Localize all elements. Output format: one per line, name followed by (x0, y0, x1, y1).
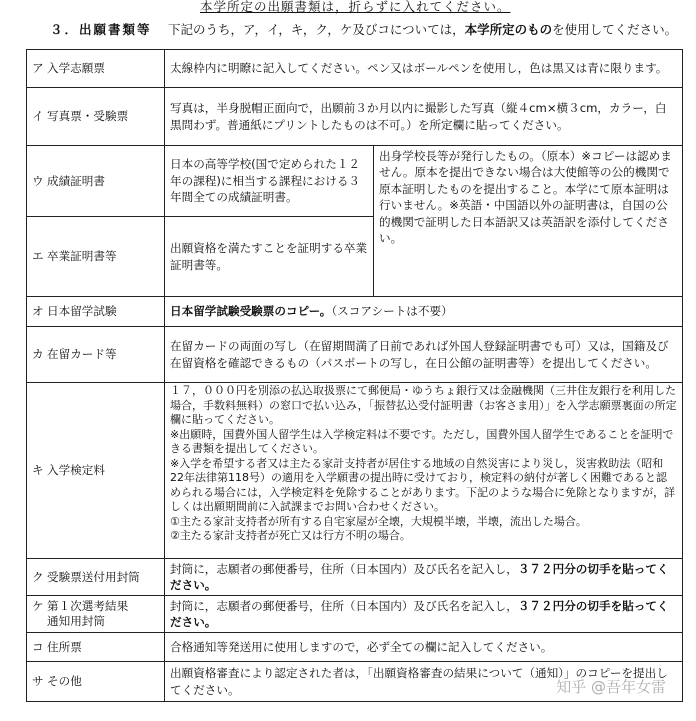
row-content (165, 297, 683, 327)
intro-bold: 本学所定のもの (464, 22, 553, 37)
row-content-pre: 封筒に，志願者の郵便番号，住所（日本国内）及び氏名を記入し， (170, 561, 518, 576)
row-content-post: （スコアシートは不要） (331, 304, 453, 319)
row-label (27, 383, 165, 559)
row-label (27, 633, 165, 662)
row-label-text: 通知用封筒 (47, 614, 105, 628)
table-row (27, 88, 683, 146)
row-content-bold: ３７２円分の切手を貼ってください。 (170, 561, 669, 592)
table-row (27, 327, 683, 383)
row-content-bold: ３７２円分の切手を貼ってください。 (170, 598, 669, 629)
row-label (27, 559, 165, 596)
fee-case: ①主たる家計支持者が所有する自宅家屋が全壊，大規模半壊，半壊，流出した場合。 (170, 514, 587, 528)
intro-post: を使用してください。 (552, 22, 678, 37)
row-label-text: 写真票・受験票 (47, 109, 129, 124)
row-label (27, 596, 165, 633)
row-kana: ア (32, 61, 44, 76)
section-title: ３．出願書類等 (50, 22, 152, 37)
top-note: 本学所定の出願書類は，折らずに入れてください。 (200, 0, 511, 14)
row-kana: カ (32, 347, 44, 362)
row-label (27, 297, 165, 327)
table-row (27, 383, 683, 559)
fee-note: ※出願時，国費外国人留学生は入学検定料は不要です。ただし，国費外国人留学生であることを証明できる書類を提出してください。 (170, 427, 674, 455)
row-label (27, 217, 165, 297)
fee-paragraph: １７，０００円を別添の払込取扱票にて郵便局・ゆうちょ銀行又は金融機関（三井住友銀行を利用した場合，手数料無料）の窓口で払い込み，「振替払込受付証明書（お客さま用）」を入学志願票裏面の所定欄に貼ってください。 (170, 384, 677, 426)
row-kana: サ (32, 674, 44, 689)
row-content (165, 596, 683, 633)
watermark: 知乎 @吾年女雷 (556, 678, 666, 696)
shared-note: 出身学校長等が発行したもの。（原本）※コピーは認めません。原本を提出できない場合は大使館等の公的機関で原本証明したものを提出すること。本学にて原本証明は行いません。※英語・中国語以外の証明書は，自国の公的機関で証明した日本語訳又は英語訳を添付してください。 (374, 146, 683, 297)
table-row (27, 297, 683, 327)
row-label-text: 入学検定料 (47, 463, 105, 478)
row-content: 日本の高等学校(国で定められた１２年の課程)に相当する課程における３年間全ての成績証明書。 (165, 146, 374, 217)
section-header (50, 20, 678, 38)
row-label-text: 在留カード等 (47, 347, 117, 362)
table-row (27, 146, 683, 217)
table-row (27, 633, 683, 662)
section-intro (168, 20, 677, 38)
row-label-text: 住所票 (47, 639, 82, 654)
row-label (27, 50, 165, 88)
intro-pre: 下記のうち，ア，イ，キ，ク，ケ及びコについては， (168, 22, 465, 37)
table-row (27, 596, 683, 633)
row-content (165, 383, 683, 559)
row-content: 合格通知等発送用に使用しますので，必ず全ての欄に記入してください。 (165, 633, 683, 662)
row-kana: ウ (32, 173, 44, 188)
row-kana: キ (32, 463, 44, 478)
row-content: 太線枠内に明瞭に記入してください。ペン又はボールペンを使用し，色は黒又は青に限ります。 (165, 50, 683, 88)
row-content: 出願資格審査により認定された者は，「出願資格審査の結果について（通知）」のコピーを提出してください。 (165, 662, 683, 702)
row-kana: コ (32, 639, 44, 654)
row-label (27, 88, 165, 146)
table-row (27, 559, 683, 596)
row-label-text: 卒業証明書等 (47, 249, 117, 264)
row-content (165, 559, 683, 596)
row-content: 出願資格を満たすことを証明する卒業証明書等。 (165, 217, 374, 297)
row-kana: オ (32, 304, 44, 319)
row-label-text: 日本留学試験 (47, 304, 117, 319)
row-kana: ク (32, 569, 44, 584)
row-label (27, 327, 165, 383)
row-content: 在留カードの両面の写し（在留期間満了日前であれば外国人登録証明書でも可）又は，国籍及び在留資格を確認できるもの（パスポートの写し，在日公館の証明書等）を提出してください。 (165, 327, 683, 383)
row-kana: イ (32, 109, 44, 124)
row-label (27, 146, 165, 217)
row-content-bold: 日本留学試験受験票のコピー。 (170, 304, 332, 319)
row-label-text: 成績証明書 (47, 173, 105, 188)
fee-case: ②主たる家計支持者が死亡又は行方不明の場合。 (170, 529, 411, 542)
row-label (27, 662, 165, 702)
row-kana: ケ (32, 599, 44, 613)
row-label-text: 受験票送付用封筒 (47, 569, 140, 584)
documents-table (26, 49, 683, 702)
row-label-text: その他 (47, 674, 82, 689)
fee-note: ※入学を希望する者又は主たる家計支持者が居住する地域の自然災害により災し，災害救助法（昭和22年法律第118号）の適用を入学願書の提出時に受けており，検定料の納付が著しく困難であると認められる場合には，入学検定料を免除することがあります。下記のような場合に免除となりますが，詳しくは出願期間前に入試課までお問い合わせください。 (170, 456, 676, 513)
row-label-text: 入学志願票 (47, 61, 105, 76)
row-label-text: 第１次選考結果 (47, 599, 129, 613)
table-row (27, 50, 683, 88)
row-kana: エ (32, 249, 44, 264)
row-content-pre: 封筒に，志願者の郵便番号，住所（日本国内）及び氏名を記入し， (170, 598, 518, 613)
row-content: 写真は，半身脱帽正面向で，出願前３か月以内に撮影した写真（縦４cm×横３cm，カラー，白黒問わず。普通紙にプリントしたものは不可。）を所定欄に貼ってください。 (165, 88, 683, 146)
